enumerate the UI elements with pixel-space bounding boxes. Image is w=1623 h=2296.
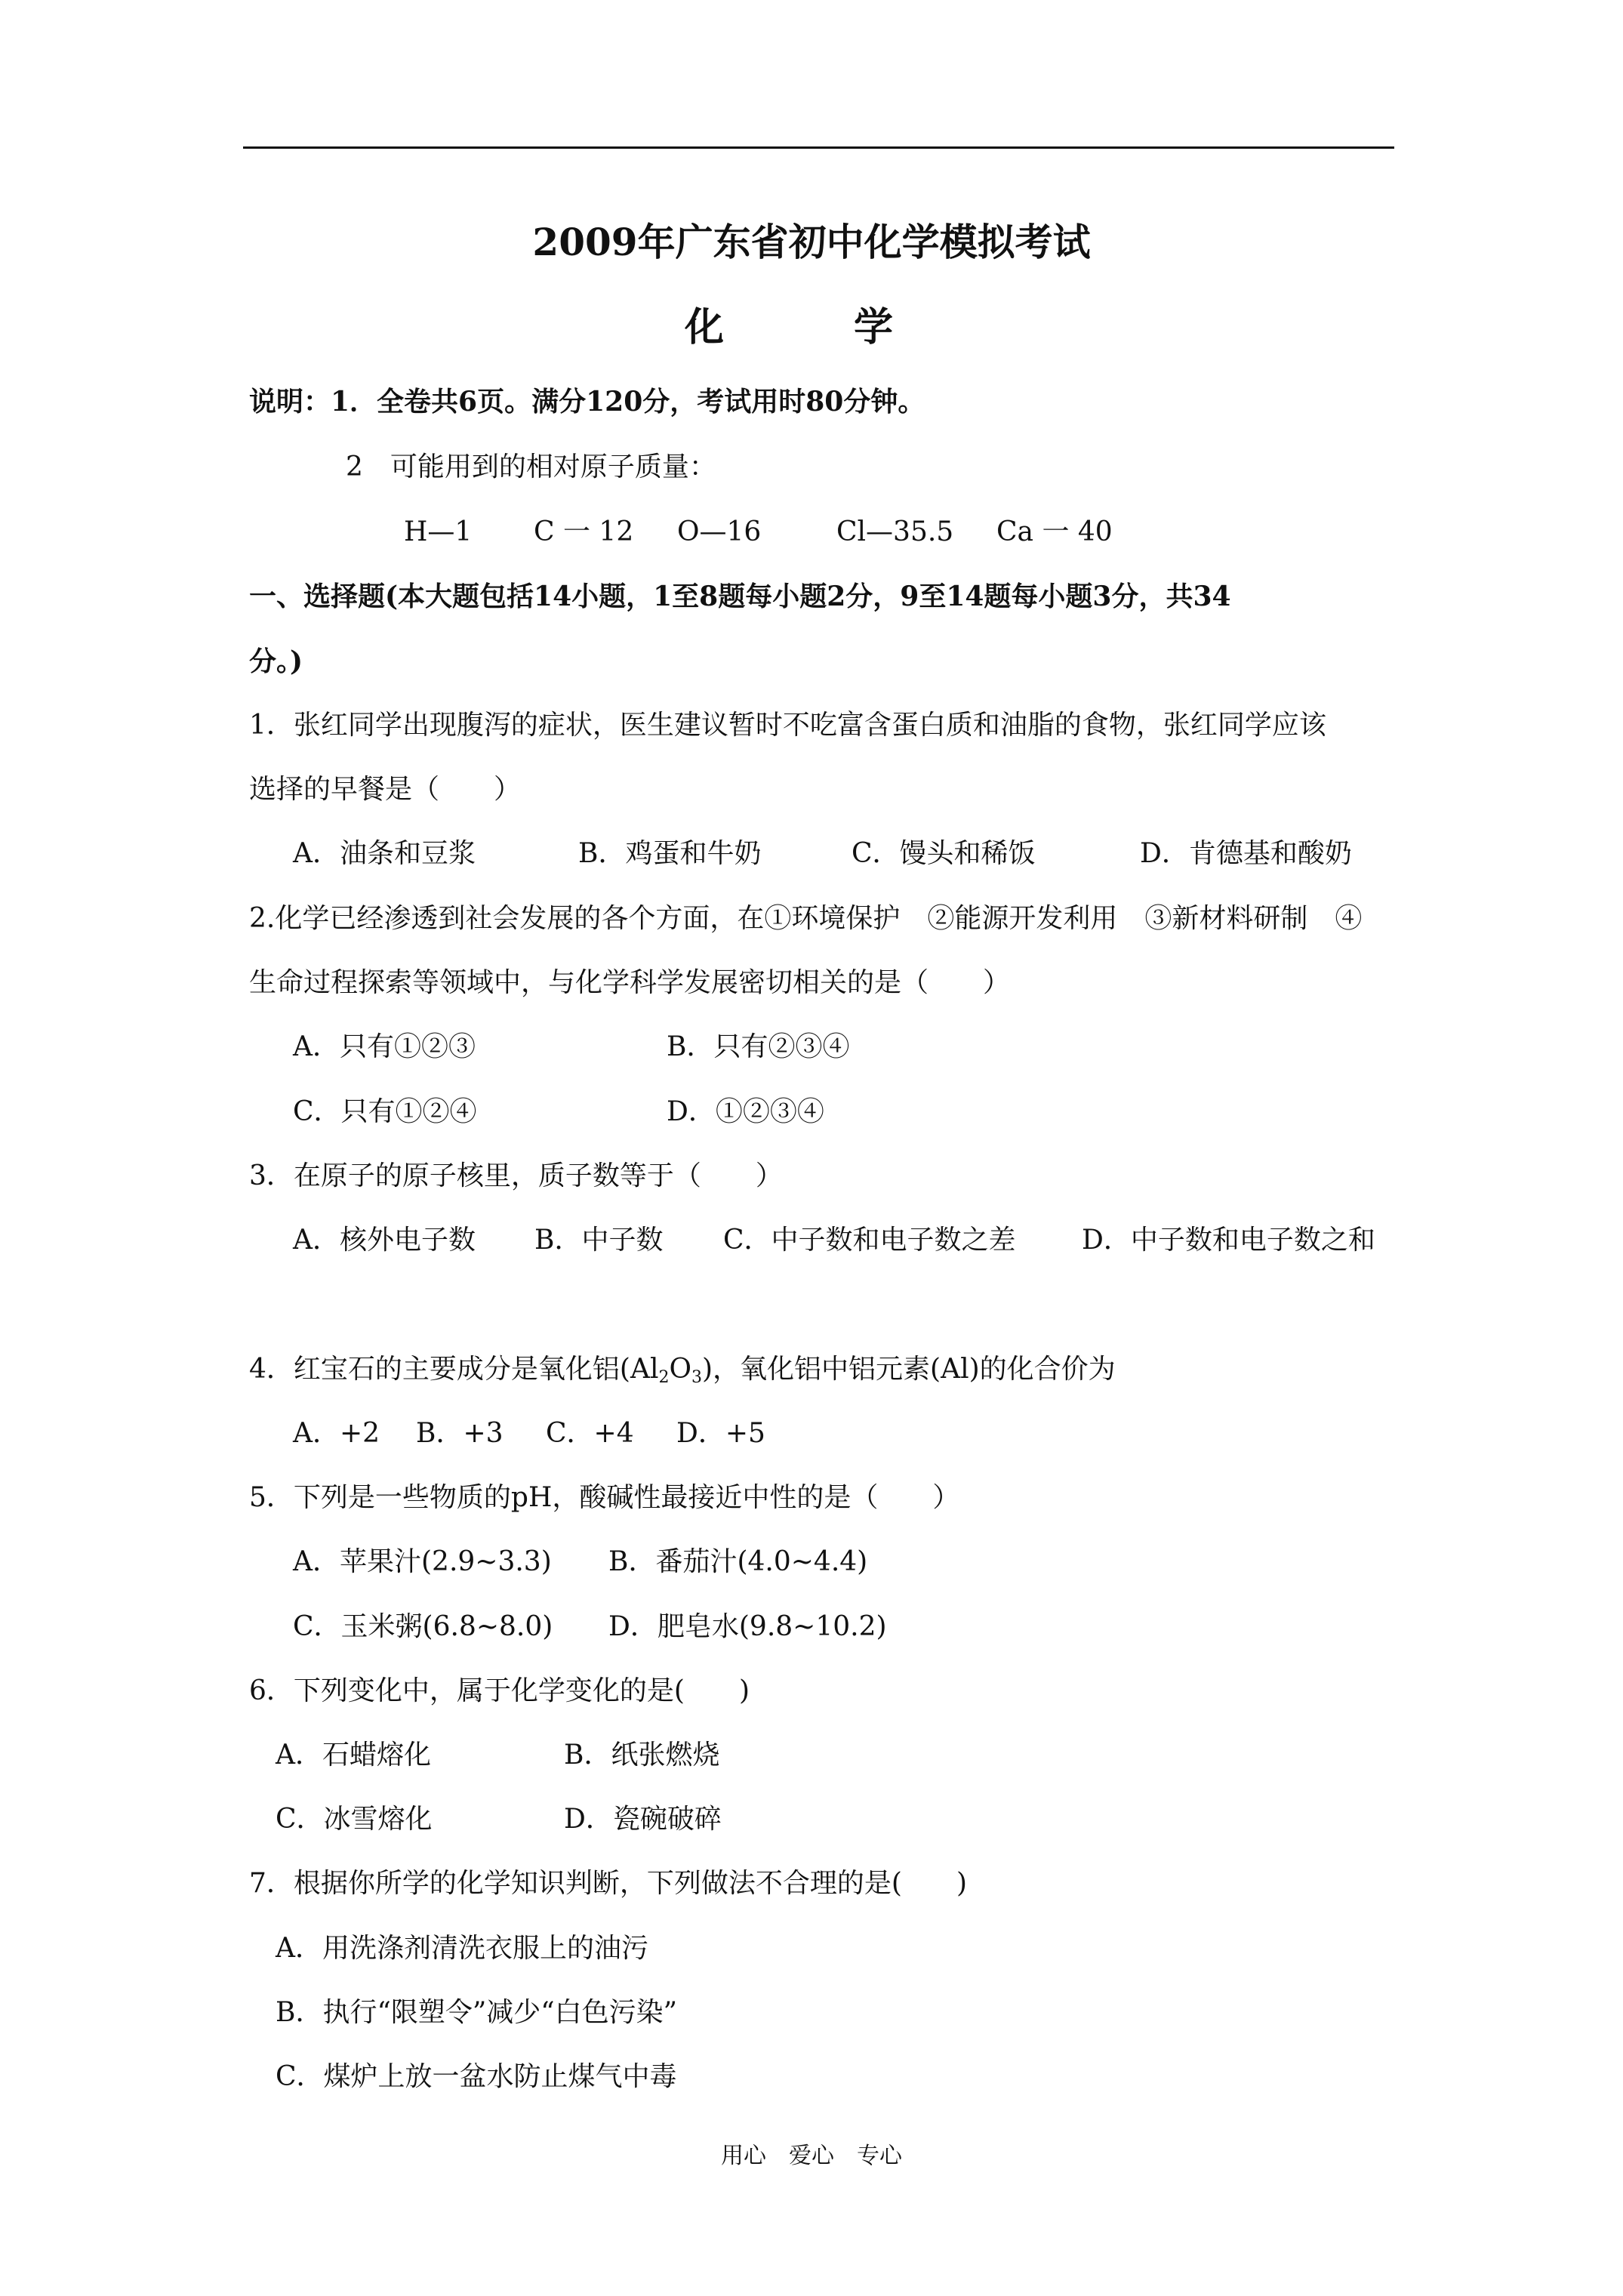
q6-option-c: C．冰雪熔化	[276, 1804, 433, 1835]
intro-text-1: 说明：1．全卷共6页。满分120分，考试用时80分钟。	[249, 386, 925, 418]
mass-cl: Cl—35.5	[836, 516, 954, 547]
q5-option-a: A．苹果汁(2.9~3.3)	[293, 1546, 552, 1577]
question-2-line-1: 2.化学已经渗透到社会发展的各个方面，在①环境保护 ②能源开发利用 ③新材料研制 ④	[249, 903, 1363, 934]
intro-line-2: 2 可能用到的相对原子质量：	[346, 451, 716, 482]
q5-option-c: C．玉米粥(6.8~8.0)	[293, 1611, 553, 1642]
question-5-line-1: 5．下列是一些物质的pH，酸碱性最接近中性的是（ ）	[249, 1482, 960, 1513]
mass-h: H—1	[404, 516, 473, 547]
q4-subscript-2: 2	[658, 1368, 670, 1387]
subject-title: 化 学	[684, 304, 938, 350]
mass-c: C 一 12	[534, 516, 634, 547]
q7-option-a: A．用洗涤剂清洗衣服上的油污	[276, 1933, 648, 1964]
question-3-line-1: 3．在原子的原子核里，质子数等于（ ）	[249, 1160, 783, 1191]
q3-option-d: D．中子数和电子数之和	[1082, 1225, 1375, 1256]
q4-text-c: )，氧化铝中铝元素(Al)的化合价为	[701, 1354, 1116, 1385]
header-rule	[243, 146, 1394, 149]
q2-option-d: D．①②③④	[667, 1096, 824, 1127]
q1-option-a: A．油条和豆浆	[293, 838, 476, 869]
q6-option-a: A．石蜡熔化	[276, 1740, 431, 1771]
section-heading-line-1: 一、选择题(本大题包括14小题，1至8题每小题2分，9至14题每小题3分，共34	[249, 581, 1231, 612]
q3-option-b: B．中子数	[534, 1225, 664, 1256]
section-heading-line-2: 分。)	[249, 646, 303, 677]
q4-option-a: A．+2	[293, 1418, 380, 1449]
q5-option-b: B．番茄汁(4.0~4.4)	[608, 1546, 868, 1577]
q7-option-b: B．执行“限塑令”减少“白色污染”	[276, 1997, 678, 2028]
q1-option-c: C．馒头和稀饭	[852, 838, 1036, 869]
question-1-line-2: 选择的早餐是（ ）	[249, 774, 522, 805]
page-footer: 用心 爱心 专心	[721, 2143, 902, 2169]
q2-option-a: A．只有①②③	[293, 1031, 476, 1062]
q3-option-c: C．中子数和电子数之差	[723, 1225, 1016, 1256]
intro-line-1	[249, 388, 925, 416]
question-7-line-1: 7．根据你所学的化学知识判断，下列做法不合理的是( )	[249, 1868, 967, 1899]
q5-option-d: D．肥皂水(9.8~10.2)	[608, 1611, 887, 1642]
mass-ca: Ca 一 40	[996, 516, 1113, 547]
q6-option-b: B．纸张燃烧	[564, 1740, 720, 1771]
q2-option-b: B．只有②③④	[667, 1031, 850, 1062]
q4-option-c: C．+4	[546, 1418, 634, 1449]
mass-o: O—16	[677, 516, 762, 547]
question-2-line-2: 生命过程探索等领域中，与化学科学发展密切相关的是（ ）	[249, 967, 1011, 998]
exam-title: 2009年广东省初中化学模拟考试	[532, 220, 1091, 264]
q4-option-b: B．+3	[416, 1418, 504, 1449]
q7-option-c: C．煤炉上放一盆水防止煤气中毒	[276, 2061, 677, 2092]
q4-text-b: O	[669, 1354, 691, 1385]
q1-option-b: B．鸡蛋和牛奶	[578, 838, 762, 869]
q4-text-a: 4．红宝石的主要成分是氧化铝(Al	[249, 1354, 659, 1385]
q4-subscript-3: 3	[691, 1368, 702, 1387]
question-4-line-1	[249, 1354, 1116, 1387]
question-1-line-1: 1．张红同学出现腹泻的症状，医生建议暂时不吃富含蛋白质和油脂的食物，张红同学应该	[249, 710, 1326, 741]
question-6-line-1: 6．下列变化中，属于化学变化的是( )	[249, 1675, 750, 1706]
q3-option-a: A．核外电子数	[293, 1225, 476, 1256]
q6-option-d: D．瓷碗破碎	[564, 1804, 722, 1835]
q1-option-d: D．肯德基和酸奶	[1140, 838, 1352, 869]
q2-option-c: C．只有①②④	[293, 1096, 477, 1127]
q4-option-d: D．+5	[676, 1418, 765, 1449]
